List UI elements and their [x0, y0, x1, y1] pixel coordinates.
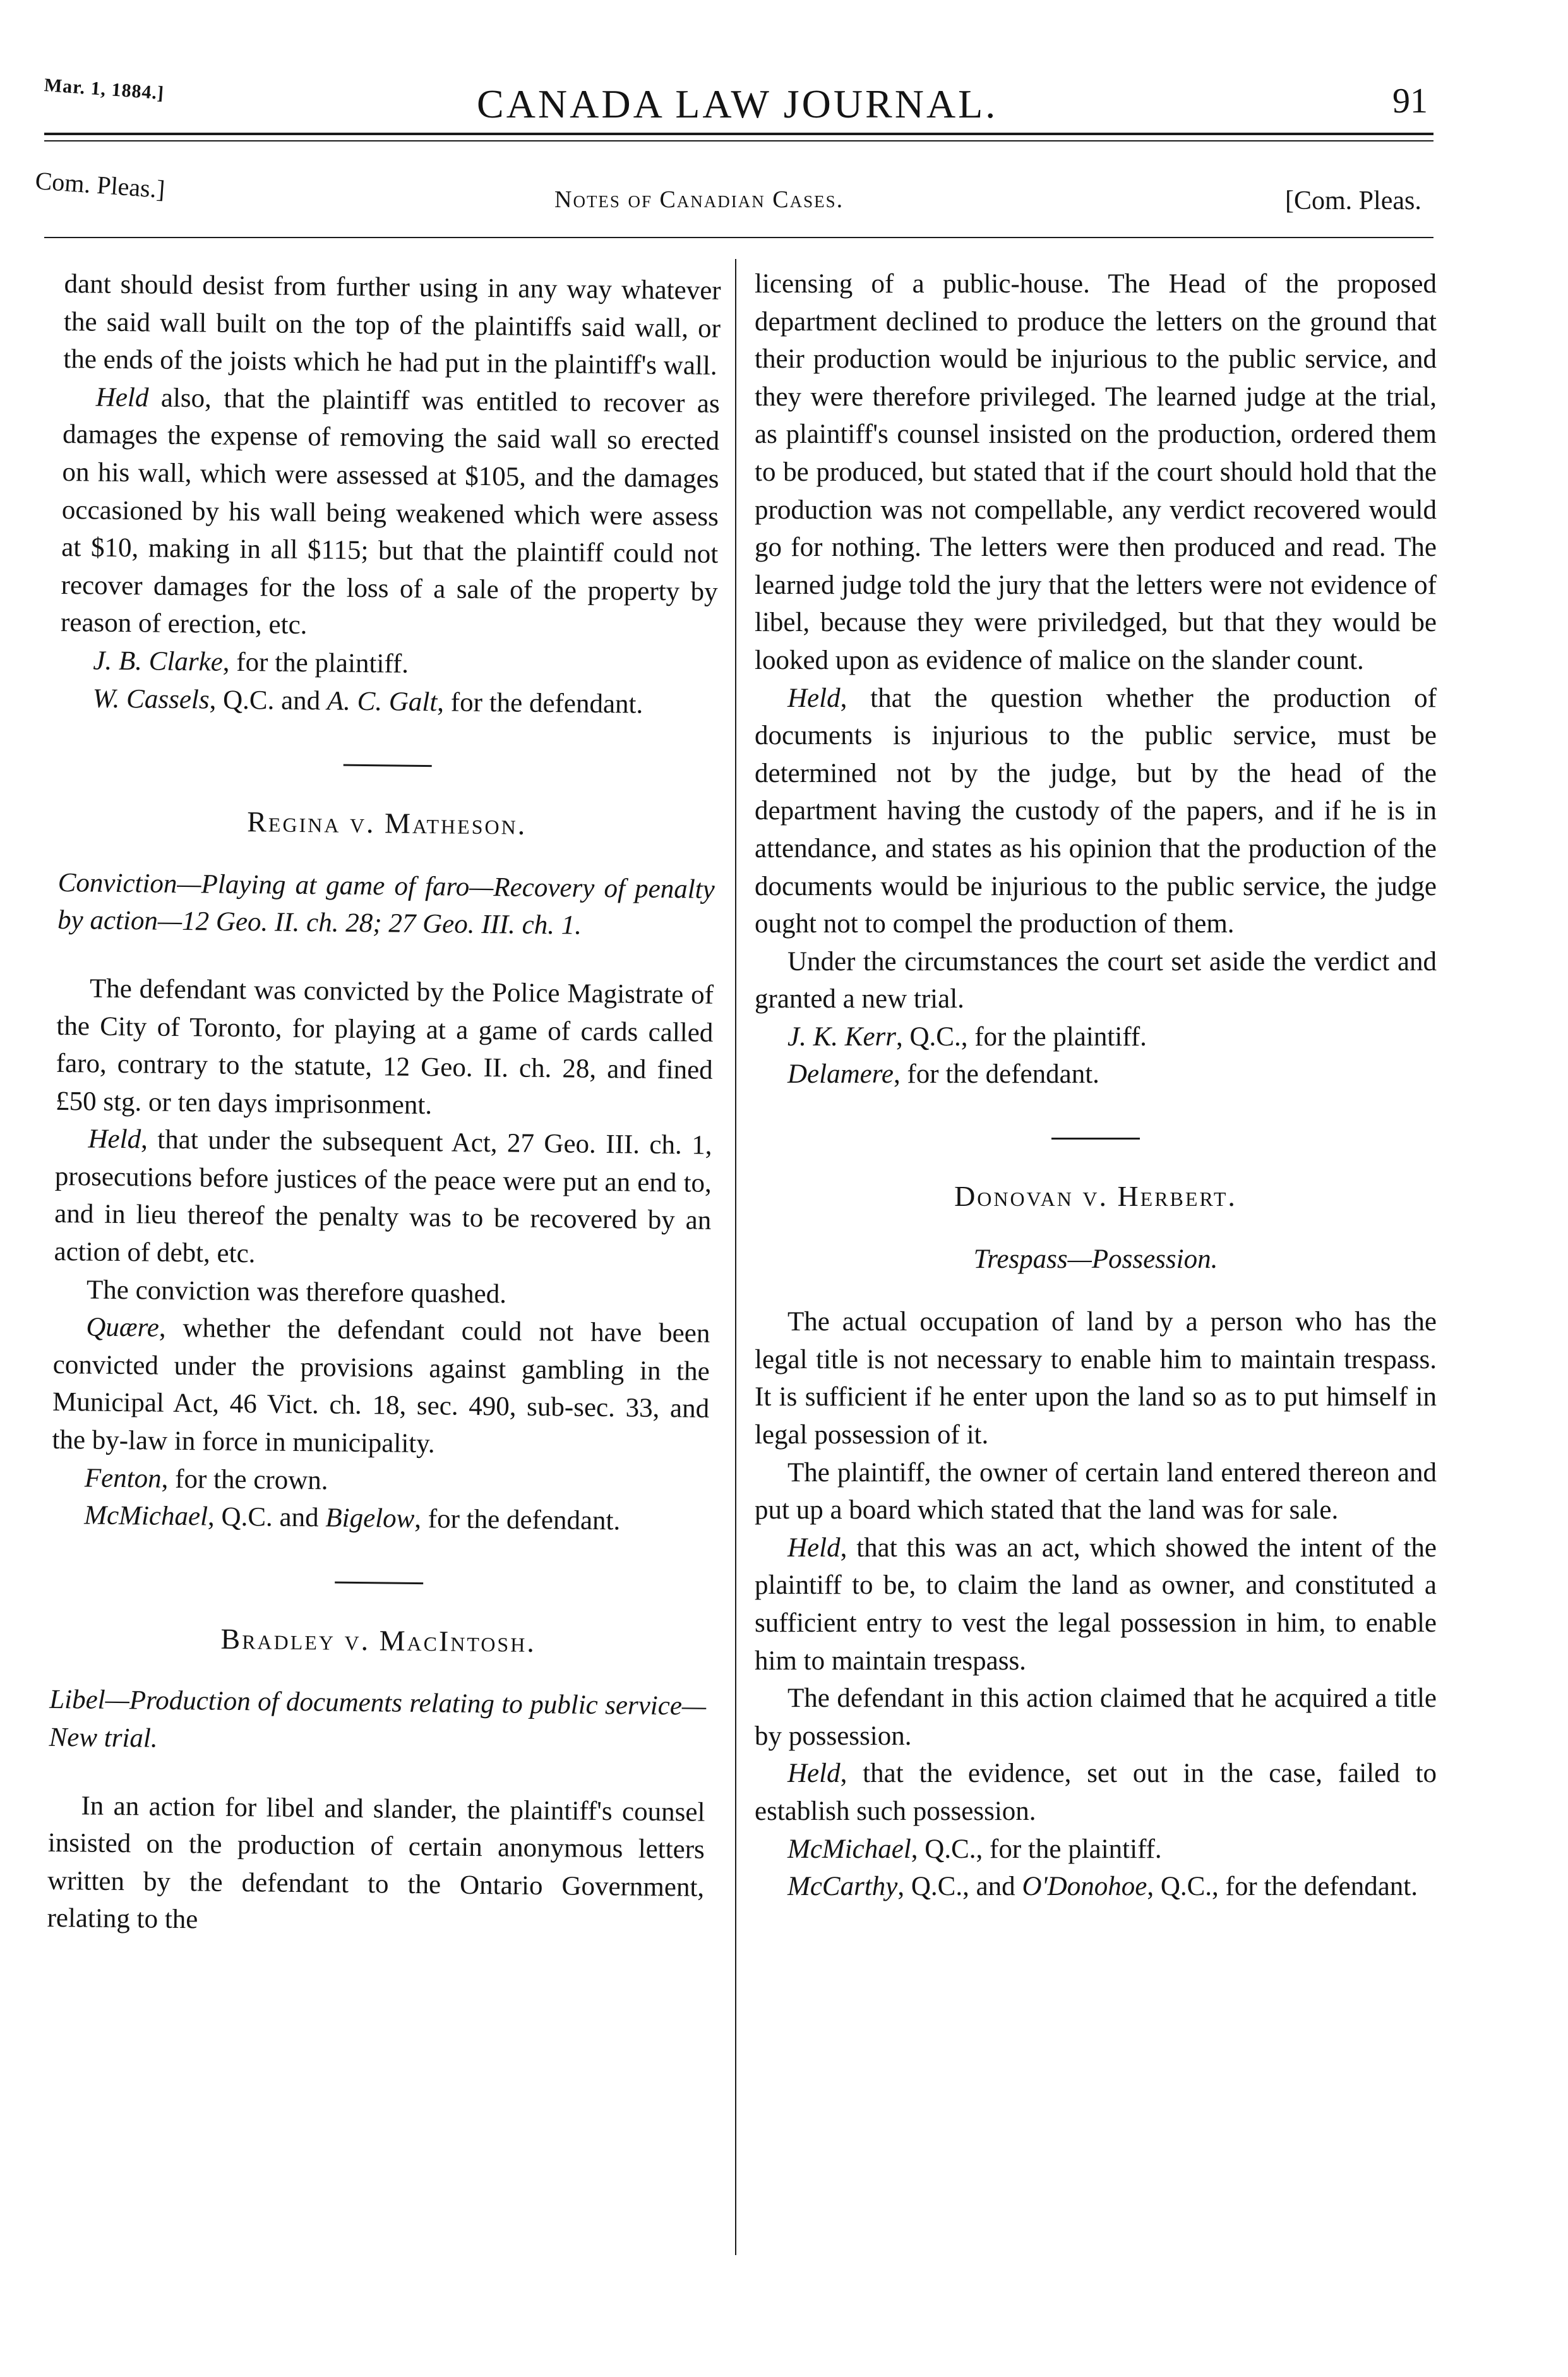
paragraph: The conviction was therefore quashed. — [86, 1275, 507, 1309]
paragraph: The defendant was convicted by the Police Magistrate of the City of Toronto, for playing at a game of cards called faro, contrary to the statute, 12 Geo. II. ch. 28, and fined £50 stg. or ten days imprisonment. — [55, 973, 714, 1120]
paragraph-text: , whether the defendant could not have been convicted under the provisions against gambling in the Municipal Act, 46 Vict. ch. 18, sec. 490, sub-sec. 33, and the by-law in force in municipality. — [52, 1313, 710, 1459]
counsel-text: , Q.C. and — [209, 684, 328, 716]
paragraph-text: , that under the subsequent Act, 27 Geo. III. ch. 1, prosecutions before justices of the peace were put an end to, and in lieu thereof the penalty was to be recovered by an action of debt, etc. — [54, 1124, 712, 1269]
counsel-text: , for the defendant. — [437, 687, 643, 719]
case-title: Bradley v. MacIntosh. — [220, 1622, 537, 1658]
case-title: Donovan v. Herbert. — [954, 1180, 1237, 1213]
counsel-name: O'Donohoe — [1022, 1872, 1147, 1902]
counsel-text: , for the defendant. — [893, 1059, 1099, 1090]
paragraph — [54, 1120, 712, 1277]
counsel-text: , Q.C. and — [207, 1501, 326, 1533]
counsel-name: J. K. Kerr — [787, 1021, 896, 1052]
paragraph-text: , that the evidence, set out in the case, failed to establish such possession. — [755, 1759, 1437, 1826]
header-rule-bottom — [44, 140, 1433, 141]
paragraph — [755, 680, 1437, 943]
right-column — [755, 265, 1437, 1906]
paragraph: In an action for libel and slander, the plaintiff's counsel insisted on the production of certain anonymous letters written by the defendant to the Ontario Government, relating to the — [47, 1791, 705, 1935]
case-headnote: Trespass—Possession. — [973, 1244, 1218, 1274]
page-number: 91 — [1392, 81, 1428, 121]
counsel-name: J. B. Clarke — [93, 646, 224, 677]
column-divider — [735, 259, 736, 2255]
counsel-name: Fenton — [84, 1463, 162, 1494]
case-separator — [1051, 1138, 1140, 1140]
subheader-rule-left — [44, 237, 253, 238]
paragraph — [755, 1755, 1437, 1830]
counsel-name: Bigelow — [325, 1503, 415, 1534]
counsel-name: McMichael — [787, 1834, 911, 1864]
court-label-right: [Com. Pleas. — [1285, 186, 1421, 215]
paragraph: The plaintiff, the owner of certain land entered thereon and put up a board which stated that the land was for sale. — [755, 1457, 1437, 1525]
counsel-text: , for the defendant. — [414, 1504, 621, 1536]
counsel-text: , Q.C., for the defendant. — [1147, 1872, 1418, 1902]
paragraph — [61, 378, 720, 649]
issue-date: Mar. 1, 1884.] — [43, 75, 165, 104]
counsel-line — [52, 1459, 709, 1503]
counsel-name: W. Cassels — [92, 683, 210, 714]
counsel-line — [60, 642, 717, 686]
journal-title: CANADA LAW JOURNAL. — [477, 81, 998, 126]
held-label: Held — [88, 1124, 141, 1155]
held-label: Held — [787, 1532, 841, 1563]
held-label: Held — [95, 382, 149, 413]
paragraph-text: , that this was an act, which showed the intent of the plaintiff to be, to claim the land as owner, and constituted a sufficient entry to vest the legal possession in him, to enable him to maintain trespass. — [755, 1532, 1437, 1676]
counsel-name: McCarthy — [787, 1872, 898, 1902]
section-title: Notes of Canadian Cases. — [554, 186, 844, 213]
paragraph: dant should desist from further using in any way whatever the said wall built on the top of the plaintiffs said wall, or the ends of the joists which he had put in the plaintiff's wall. — [63, 268, 721, 382]
paragraph: The defendant in this action claimed that he acquired a title by possession. — [755, 1683, 1437, 1751]
court-label-left: Com. Pleas.] — [34, 166, 166, 204]
case-separator — [344, 764, 432, 767]
counsel-name: A. C. Galt — [326, 685, 438, 717]
counsel-text: , Q.C., for the plaintiff. — [911, 1834, 1162, 1864]
counsel-name: Delamere — [787, 1059, 894, 1090]
held-label: Held — [787, 1759, 841, 1789]
counsel-line — [51, 1496, 709, 1541]
paragraph — [52, 1308, 710, 1465]
case-headnote: Conviction—Playing at game of faro—Recovery of penalty by action—12 Geo. II. ch. 28; 27 Geo. III. ch. 1. — [57, 867, 715, 941]
counsel-name: McMichael — [84, 1500, 208, 1532]
paragraph: Under the circumstances the court set aside the verdict and granted a new trial. — [755, 946, 1437, 1014]
counsel-line — [755, 1831, 1437, 1869]
case-title: Regina v. Matheson. — [247, 805, 527, 841]
counsel-text: , Q.C., for the plaintiff. — [896, 1021, 1147, 1052]
held-label: Held — [787, 683, 841, 713]
paragraph-text: also, that the plaintiff was entitled to recover as damages the expense of removing the said wall so erected on his wall, which were assessed at $105, and the damages occasioned by his wall being weakened which were assess at $10, making in all $115; but that the plaintiff could not recover damages for the loss of a sale of the property by reason of erection, etc. — [60, 383, 721, 641]
header-rule-top — [44, 133, 1433, 135]
left-column — [47, 265, 721, 1944]
subheader-rule-right — [253, 237, 1433, 238]
quaere-label: Quære — [86, 1312, 160, 1343]
counsel-line — [755, 1018, 1437, 1056]
counsel-text: , Q.C., and — [897, 1872, 1022, 1902]
paragraph: licensing of a public-house. The Head of the proposed department declined to produce the letters on the ground that their production would be injurious to the public service, and they were therefore privileged. The learned judge at the trial, as plaintiff's counsel insisted on the production, ordered them to be produced, but stated that if the court should hold that the production was not compellable, any verdict recovered would go for nothing. The letters were then produced and read. The learned judge told the jury that the letters were not evidence of libel, because they were priviledged, but that they would be looked upon as evidence of malice on the slander count. — [755, 269, 1437, 675]
case-headnote: Libel—Production of documents relating to public service—New trial. — [49, 1685, 707, 1754]
counsel-line — [755, 1056, 1437, 1093]
counsel-line — [755, 1868, 1437, 1906]
paragraph-text: , that the question whether the production of documents is injurious to the public service, must be determined not by the judge, but by the head of the department having the custody of the papers, and if he is in attendance, and states as his opinion that the production of the documents would be injurious to the public service, the judge ought not to compel the production of them. — [755, 683, 1437, 939]
paragraph — [755, 1529, 1437, 1680]
paragraph: The actual occupation of land by a person who has the legal title is not necessary to enable him to maintain trespass. It is sufficient if he enter upon the land so as to put himself in legal possession of it. — [755, 1307, 1437, 1450]
counsel-text: , for the crown. — [161, 1464, 328, 1496]
case-separator — [335, 1581, 423, 1584]
counsel-line — [60, 679, 717, 723]
counsel-text: , for the plaintiff. — [222, 647, 409, 679]
